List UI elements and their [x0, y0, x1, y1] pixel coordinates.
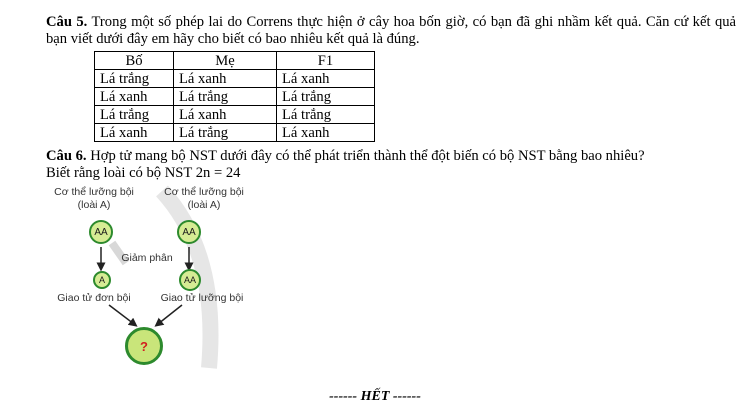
table-cell: Lá xanh	[95, 124, 174, 142]
question-6-line2: Biết rằng loài có bộ NST 2n = 24	[46, 165, 241, 181]
left-parent-line1: Cơ thể lưỡng bội	[54, 186, 134, 198]
question-5-label: Câu 5.	[46, 14, 88, 30]
table-cell: Lá trắng	[277, 106, 375, 124]
zygote-unknown: ?	[125, 327, 163, 365]
header-f1: F1	[277, 52, 375, 70]
table-cell: Lá trắng	[95, 106, 174, 124]
cross-results-table	[94, 51, 375, 142]
question-5-text: Trong một số phép lai do Correns thực hiện ở cây hoa bốn giờ, có bạn đã ghi nhầm kết quả. Căn cứ kết quả bạn viết dưới đây em hãy cho biết có bao nhiêu kết quả là đúng.	[46, 14, 737, 47]
left-gamete-genotype: A	[93, 271, 111, 289]
polyploidy-diagram	[44, 183, 259, 373]
right-parent-line1: Cơ thể lưỡng bội	[164, 186, 244, 198]
table-cell: Lá xanh	[174, 70, 277, 88]
table-cell: Lá xanh	[95, 88, 174, 106]
table-header-row	[95, 52, 375, 70]
table-row	[95, 124, 375, 142]
header-mother: Mẹ	[174, 52, 277, 70]
left-parent-genotype: AA	[89, 220, 113, 244]
table-cell: Lá trắng	[277, 88, 375, 106]
table-row	[95, 70, 375, 88]
table-cell: Lá trắng	[95, 70, 174, 88]
right-gamete-label: Giao tử lưỡng bội	[160, 292, 244, 304]
table-cell: Lá trắng	[174, 124, 277, 142]
left-gamete-label: Giao tử đơn bội	[57, 292, 131, 304]
question-5	[46, 14, 736, 48]
right-parent-genotype: AA	[177, 220, 201, 244]
meiosis-label: Giảm phân	[121, 252, 173, 264]
table-cell: Lá xanh	[277, 70, 375, 88]
question-6-label: Câu 6.	[46, 148, 87, 164]
left-parent-line2: (loài A)	[77, 199, 111, 211]
question-6	[46, 148, 736, 182]
header-father: Bố	[95, 52, 174, 70]
table-row	[95, 88, 375, 106]
table-row	[95, 106, 375, 124]
question-6-text: Hợp tử mang bộ NST dưới đây có thể phát triển thành thể đột biến có bộ NST bằng bao nhiêu?	[86, 148, 645, 164]
table-cell: Lá xanh	[277, 124, 375, 142]
right-gamete-genotype: AA	[179, 269, 201, 291]
right-parent-line2: (loài A)	[187, 199, 221, 211]
table-cell: Lá trắng	[174, 88, 277, 106]
table-cell: Lá xanh	[174, 106, 277, 124]
end-marker: ------ HẾT ------	[329, 389, 421, 404]
